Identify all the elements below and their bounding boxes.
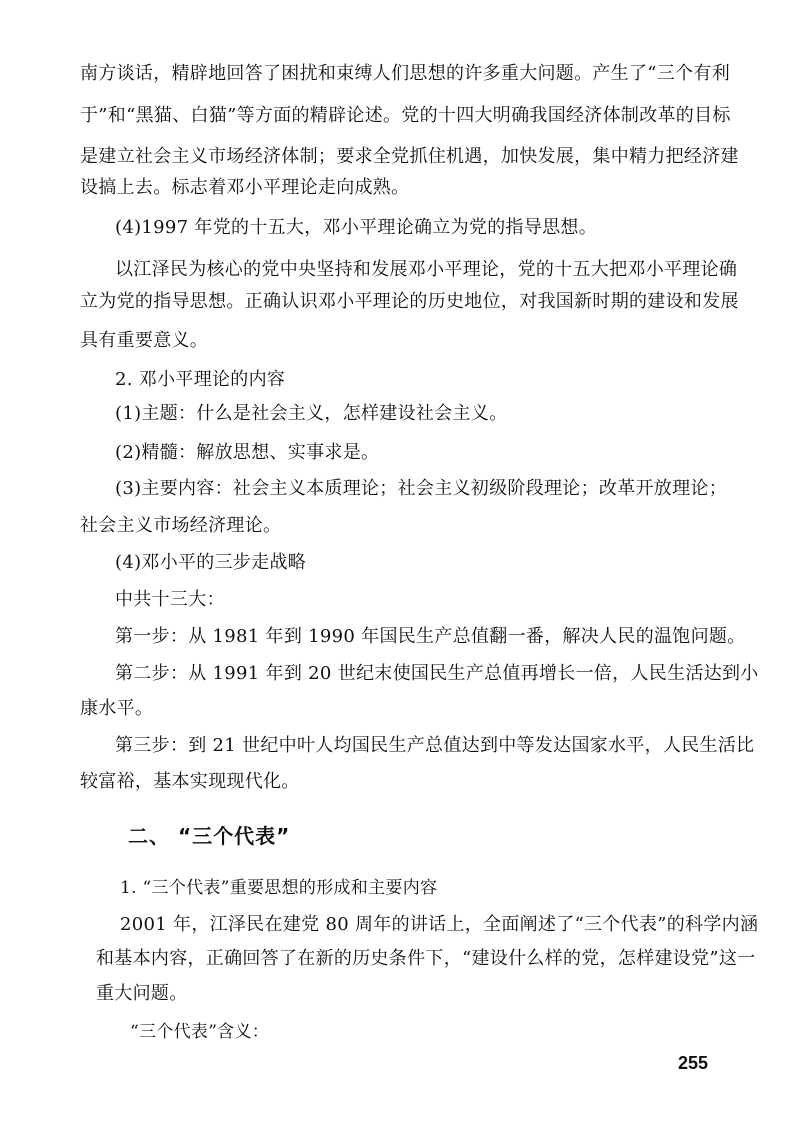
subsection-title: 1. “三个代表”重要思想的形成和主要内容 xyxy=(120,878,438,898)
paragraph-line: 和基本内容，正确回答了在新的历史条件下，“建设什么样的党，怎样建设党”这一 xyxy=(96,948,756,969)
paragraph-line: “三个代表”含义： xyxy=(130,1022,270,1042)
paragraph-line: 康水平。 xyxy=(80,698,154,719)
paragraph-line: 设搞上去。标志着邓小平理论走向成熟。 xyxy=(80,177,410,198)
list-item: (4)1997 年党的十五大，邓小平理论确立为党的指导思想。 xyxy=(115,217,598,238)
paragraph-line: 中共十三大： xyxy=(115,589,225,610)
paragraph-line: 立为党的指导思想。正确认识邓小平理论的历史地位，对我国新时期的建设和发展 xyxy=(80,291,739,312)
paragraph-line: 较富裕，基本实现现代化。 xyxy=(80,771,300,792)
list-item: 第一步：从 1981 年到 1990 年国民生产总值翻一番，解决人民的温饱问题。 xyxy=(115,626,746,647)
list-item: 第二步：从 1991 年到 20 世纪末使国民生产总值再增长一倍，人民生活达到小 xyxy=(115,663,759,684)
paragraph-line: 南方谈话，精辟地回答了困扰和束缚人们思想的许多重大问题。产生了“三个有利 xyxy=(80,63,730,84)
paragraph-line: 社会主义市场经济理论。 xyxy=(80,515,282,536)
paragraph-line: 具有重要意义。 xyxy=(80,330,209,351)
paragraph-line: 于”和“黑猫、白猫”等方面的精辟论述。党的十四大明确我国经济体制改革的目标 xyxy=(80,105,731,126)
paragraph-line: 以江泽民为核心的党中央坚持和发展邓小平理论，党的十五大把邓小平理论确 xyxy=(115,259,738,280)
list-item: (3)主要内容：社会主义本质理论；社会主义初级阶段理论；改革开放理论； xyxy=(115,478,727,499)
subsection-title: 2. 邓小平理论的内容 xyxy=(115,369,286,390)
paragraph-line: 重大问题。 xyxy=(96,983,188,1004)
page-number: 255 xyxy=(678,1053,709,1073)
list-item: (4)邓小平的三步走战略 xyxy=(115,552,307,573)
paragraph-line: 2001 年，江泽民在建党 80 周年的讲话上，全面阐述了“三个代表”的科学内涵 xyxy=(120,914,759,935)
list-item: (1)主题：什么是社会主义，怎样建设社会主义。 xyxy=(115,403,508,424)
section-heading: 二、 “三个代表” xyxy=(128,824,291,848)
list-item: (2)精髓：解放思想、实事求是。 xyxy=(115,442,380,463)
list-item: 第三步：到 21 世纪中叶人均国民生产总值达到中等发达国家水平，人民生活比 xyxy=(115,735,755,756)
paragraph-line: 是建立社会主义市场经济体制；要求全党抓住机遇，加快发展，集中精力把经济建 xyxy=(80,146,739,167)
